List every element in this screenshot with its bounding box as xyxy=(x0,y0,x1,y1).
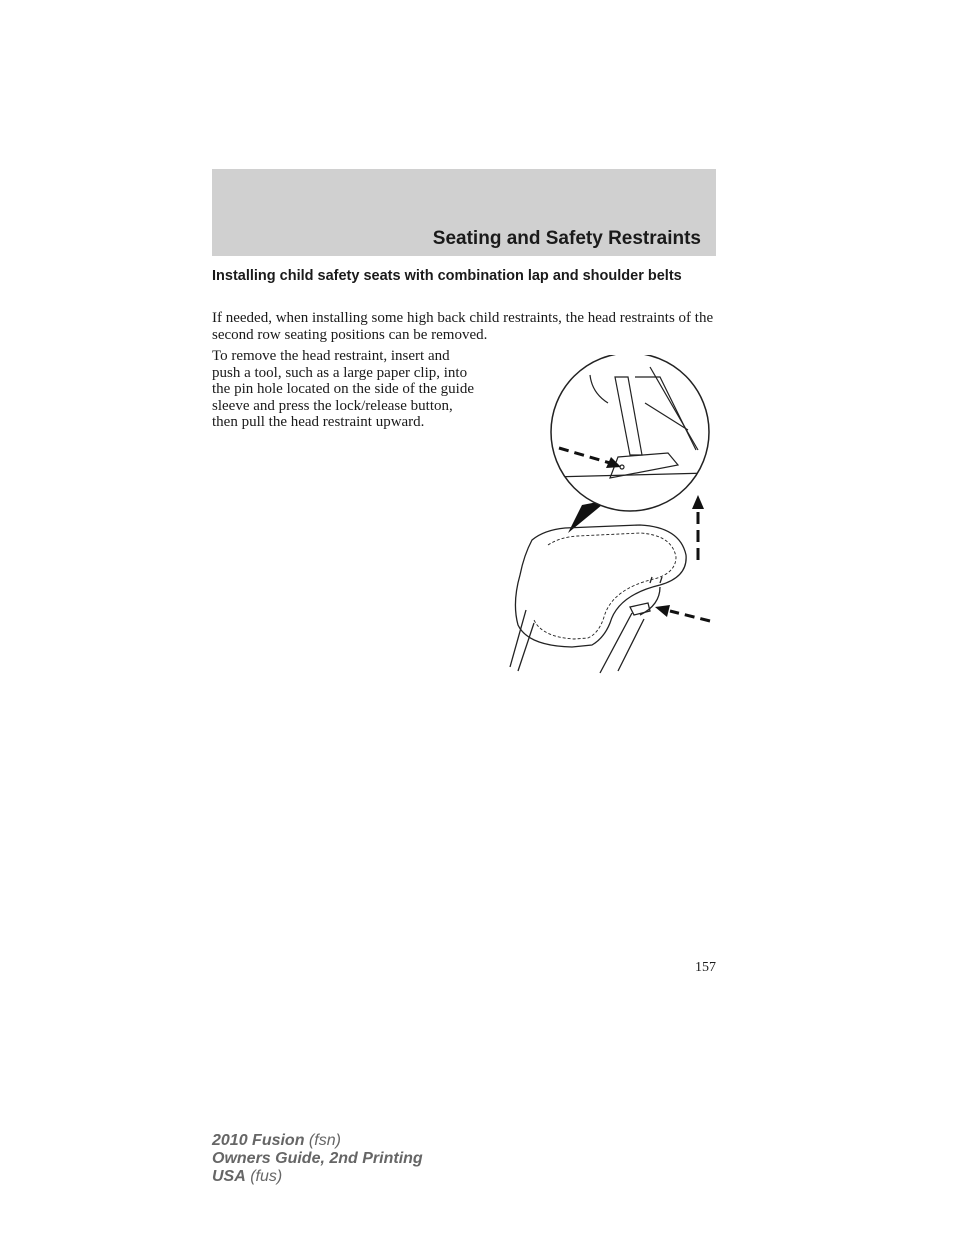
subheading: Installing child safety seats with combination lap and shoulder belts xyxy=(212,268,682,284)
footer xyxy=(212,1132,423,1186)
section-title: Seating and Safety Restraints xyxy=(432,228,701,249)
footer-model-code: (fsn) xyxy=(304,1132,341,1149)
footer-market-code: (fus) xyxy=(245,1168,283,1185)
page-number: 157 xyxy=(695,960,716,975)
magnified-view-circle xyxy=(551,355,709,511)
footer-market: USA xyxy=(212,1168,246,1185)
head-restraint-figure xyxy=(500,355,716,675)
paragraph-removal-instructions: To remove the head restraint, insert and push a tool, such as a large paper clip, into the pin hole located on the side of the guide sleeve and press the lock/release button, then pull the head restraint upward. xyxy=(212,348,475,431)
footer-line-2 xyxy=(212,1150,423,1168)
footer-guide: Owners Guide, 2nd Printing xyxy=(212,1150,423,1167)
footer-line-1 xyxy=(212,1132,423,1150)
head-restraint-removal-illustration xyxy=(500,355,716,675)
header-band xyxy=(212,169,716,256)
footer-line-3 xyxy=(212,1168,423,1186)
footer-model: 2010 Fusion xyxy=(212,1132,305,1149)
paragraph-intro: If needed, when installing some high back child restraints, the head restraints of the second row seating positions can be removed. xyxy=(212,310,714,343)
